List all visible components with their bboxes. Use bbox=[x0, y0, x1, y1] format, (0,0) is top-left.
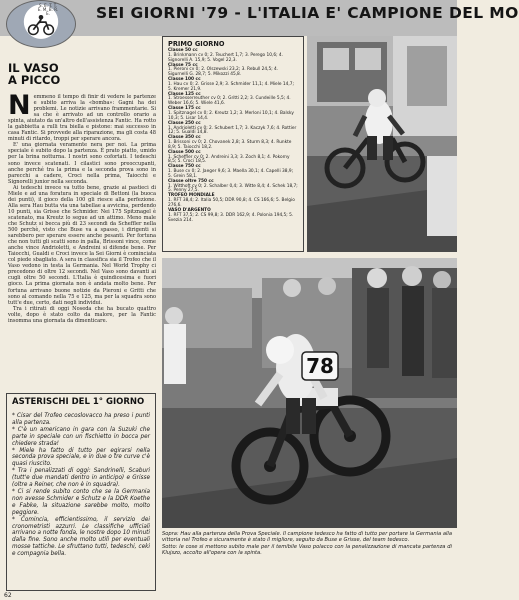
results-entry: 1. RFT 37,5; 2. CS 99,8; 3. DDR 162,9; 4. Polonia 194,5; 5. Svezia 214. bbox=[168, 212, 294, 223]
results-entry: 1. RFT 38,4; 2. Italia 50,5; DDR 90,8; 4. CS 166,6; 5. Belgio 276,6. bbox=[168, 198, 295, 208]
results-entry: 1. Andrioletti cv 0; 2. Schubert 1,7; 3. Kaczyk 7,6; 4. Rottier 12; 5. Gualdi 14,8. bbox=[168, 125, 297, 136]
caption-top: Sopra: Hau alla partenza della Prova Speciale. Il campione tedesco ha fatto di tutto per portare la Germania alla vittoria nel Trofeo e sicuramente è stato il migliore, seguito da Buse e Grisse, del team tedesco. bbox=[162, 531, 452, 544]
article-paragraph: Ai tedeschi invece va tutto bene, grazie ai pastieci di Miele e ad una foratura in speciale di Bettoni (la buoca dei punti), il gioco della 100 gli riesce alla perfezione. Alla sera Hau butta via una tabellae a avvicina, perdendo 10 punti, sia Grisse che Schmider. Nei 175 Spitznagel è scatenato, ma Kreutz lo segue ad un attimo. Meno male che Schutz si becca più di 23 secondi da Scheffler nella 500 perchè, visto che Buse va a spasso, i dirigenti si sarebbero per sperare essere anche pesanti. Per fortuna che non tutti gli scatti sono in palla, Brissoni vince, come anche vince Andrioletti, e Andreini si difende bene. Per Taiocchi, Gualdi e Croci invece la Sei Giorni è cominciata col piede sbagliato. A sera in classifica sia il Trofeo che il Vaso vedono in testa la Germania. Nel World Trophy ci precedono di oltre 12 secondi. Nel Vaso sono davanti ai cugli oltre 50 secondi. L'Italia è quindicesima e fuori gioco. La prima giornata non è andata molto bene. Per fortuna arrivano buone notizie da Pieroni e Gritti che sono al comando nella 75 e 125, ma per la squadra sono tutt'e due, certo, dati negli individui. bbox=[8, 184, 156, 306]
article-paragraph: E' una giornata veramente nera per noi. La prima speciale è subito dopo la partenza. È prato piatto, umido per la brina notturna. I nostri sono cofortati. I tedeschi sono invece scatenati. I cilastici sono preoccupanti, anche perché tra la prima e la seconda prova sono in parecchi a cadere, Croci nella prima, Taiocchi e Signorelli junior nella seconda. bbox=[8, 142, 156, 185]
article-paragraph: Tra i ritirati di oggi Noseda che ha bucato quattro volte, dopo è stato colto da malore, per la Fantic insomma una giornata da dimenticare. bbox=[8, 305, 156, 324]
race-number-plate: 78 bbox=[306, 354, 334, 378]
photo-top-rider bbox=[307, 36, 457, 252]
caption-bottom: Sotto: le cose si mettono subito male per il temibile Vaso polacco con la penalizzazione di mancata partenza di Klujszo, accolto all'opera con la spinta. bbox=[162, 543, 452, 556]
results-entry: 1. Stroesserreuther cv 0; 2. Gritti 2,2; 3. Cundeille 5,5; 4. Weber 16,6; 5. Wiele 41,6. bbox=[168, 96, 291, 107]
article-column bbox=[8, 62, 156, 324]
asterischi-box bbox=[6, 393, 156, 591]
results-entry: 1. Brinkmann cv 0; 2. Teuchert 1,7; 3. Perego 10,6; 4. Signorelli A. 15,9; 5. Vogel 22,3. bbox=[168, 52, 284, 63]
results-class-header: Classe 100 cc bbox=[168, 77, 201, 83]
results-list bbox=[168, 49, 298, 223]
article-paragraph: emmeno il tempo di finir di vedere le partenze e subito arriva la «bomba»: Gagni ha dei problemi. Le notizie arrivano frammentarie. Si sa che è arrivato ad un controllo orario a spinta, aiutato da un'altro dell'assistenza Fantic. Ha rotto la gabbietta a rulli tra biella e pistone: mai successo in casa Fantic. Si provvede alla riparazione, ma gli costa 48 minuti di ritardo, troppi per sperare ancora. bbox=[8, 94, 156, 143]
results-entry: 1. Brissoni cv 0; 2. Chovanek 2,8; 3. Sturm 8,3; 4. Runkte 8,9; 5. Taiocchi 18,2. bbox=[168, 140, 292, 150]
asterischi-list bbox=[12, 413, 150, 558]
results-class-header: Classe 750 cc bbox=[168, 164, 201, 170]
photo-caption bbox=[162, 531, 452, 556]
results-title: PRIMO GIORNO bbox=[168, 40, 225, 48]
headline-line-2: A PICCO bbox=[8, 73, 61, 87]
page-title: SEI GIORNI '79 - L'ITALIA E' CAMPIONE DEL MO bbox=[96, 4, 519, 22]
results-class-header: Classe 250 cc bbox=[168, 120, 201, 126]
results-class-header: Classe oltre 750 cc bbox=[168, 178, 214, 184]
article-body bbox=[8, 90, 156, 324]
results-box bbox=[162, 36, 304, 252]
asterischi-item: * Comincia, efficientissimo, il servizio dei cronometristi azzurri. Le classifiche ufficiali arrivano a notte fonda, le nostre dopo 10 minuti dalla fine. Sono anche molto utili per eventuali mosse tattiche. Le sfruttano tutti, tedeschi, ceki e compagnia bella. bbox=[12, 516, 150, 558]
photo-main-rider bbox=[162, 258, 457, 528]
page-number: 62 bbox=[4, 592, 12, 599]
results-class-header: Classe 75 cc bbox=[168, 62, 198, 68]
asterischi-item: * Ci si rende subito conto che se la Germania non avesse Schmider e Schutz e la DDR Koethe e Fabke, la situazione sarebbe molto, molto peggiore. bbox=[12, 488, 150, 516]
results-class-header: Classe 125 cc bbox=[168, 91, 201, 97]
results-entry: 1. Hau cv 0; 2. Grisse 2,9; 3. Schmider 11,1; 4. Miele 14,7; 5. Kremer 21,9. bbox=[168, 81, 294, 92]
asterischi-item: * Cisar del Trofeo cecoslovacco ha preso i punti alla partenza. bbox=[12, 413, 150, 426]
results-class-header: Classe 500 cc bbox=[168, 149, 201, 155]
logo-lettering: S. E. T. T. E. M. B. R. E. bbox=[37, 3, 59, 16]
results-class-header: Classe 350 cc bbox=[168, 135, 201, 141]
drop-cap: N bbox=[8, 90, 31, 121]
results-class-header: Classe 50 cc bbox=[168, 48, 198, 53]
asterischi-item: * C'è un americano in gara con la Suzuki che parte in speciale con un fischietto in bocca per chiedere strada! bbox=[12, 426, 150, 447]
results-class-header: Classe 175 cc bbox=[168, 106, 201, 112]
results-class-header: TROFEO MONDIALE bbox=[168, 193, 215, 199]
results-entry: 1. Witthoft cv 0; 2. Schalber 0,4; 3. Witte 8,4; 4. Schek 18,7; 5. Penny 27,5. bbox=[168, 183, 298, 194]
headline-line-1: IL VASO bbox=[8, 61, 59, 75]
sei-giorni-logo bbox=[6, 0, 76, 48]
asterischi-item: * Tra i penalizzati di oggi: Sandrinelli, Scaburi (tutt'e due mandati dentro in anticipo) e Grisse (oltre a Reiner, che non è in squadra). bbox=[12, 468, 150, 489]
results-class-header: VASO D'ARGENTO bbox=[168, 207, 211, 213]
asterischi-item: * Miele ha fatto di tutto per egirarsi nella seconda prova speciale, e in due o tre curve c'è quasi riuscito. bbox=[12, 447, 150, 468]
asterischi-title: ASTERISCHI DEL 1° GIORNO bbox=[12, 397, 145, 407]
results-entry: 1. Pieroni cv 0; 2. Olszewski 23,2; 3. Rebull 24,5; 4. Sigurnelli G. 28,7; 5. Mikozzi 45,8. bbox=[168, 67, 279, 78]
results-entry: 1. Spitznagel cv 0; 2. Kreutz 1,2; 3. Merloni 10,1; 4. Balsky 10,3; 5. Lisar 14,4. bbox=[168, 110, 294, 121]
results-entry: 1. Scheffler cv 0; 2. Andreini 3,3; 3. Zoch 8,1; 4. Pokorny 8,5; 5. Croci 18,5. bbox=[168, 154, 290, 165]
results-entry: 1. Buse cv 0; 2. Jaeger 9,6; 3. Maella 30,1; 4. Capelli 38,9; 5. Grein 58,1. bbox=[168, 169, 294, 179]
